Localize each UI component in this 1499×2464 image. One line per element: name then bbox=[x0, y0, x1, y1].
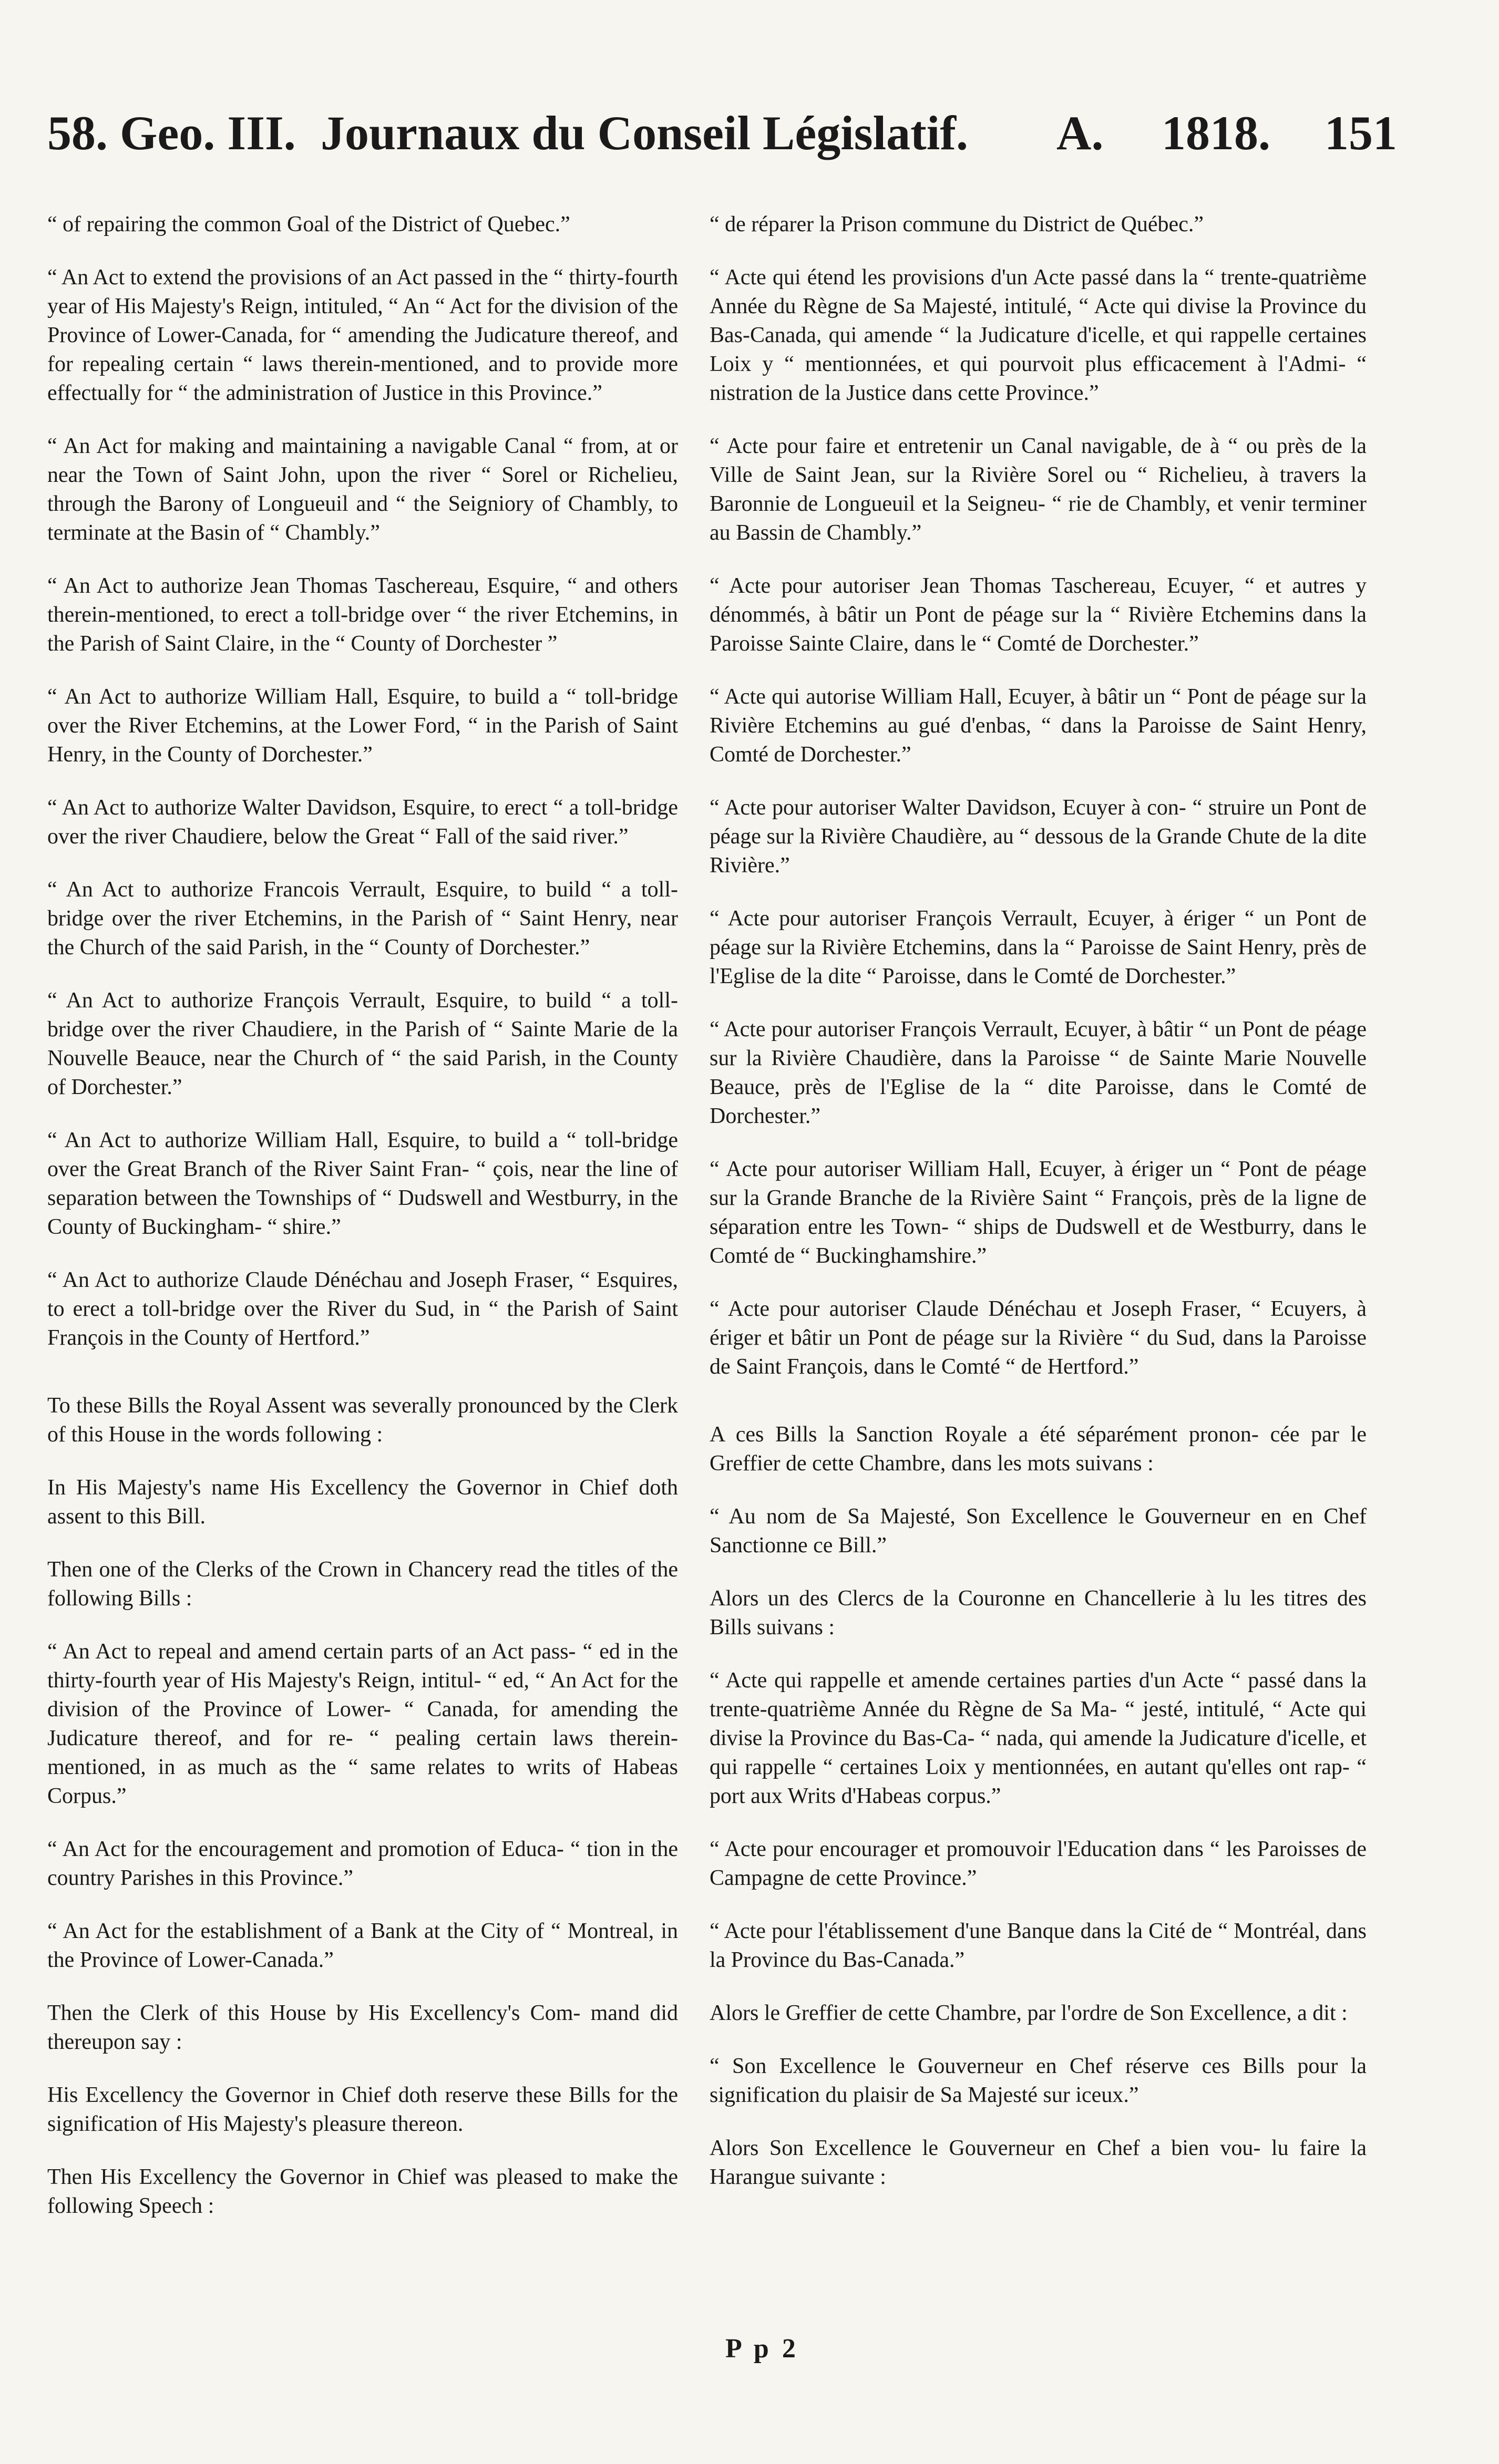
paragraph: Then the Clerk of this House by His Excellency's Com- mand did thereupon say : bbox=[47, 2001, 678, 2054]
page-header bbox=[47, 105, 1414, 189]
paragraph: “ An Act to authorize Jean Thomas Taschereau, Esquire, “ and others therein-mentioned, to erect a toll-bridge over “ the river Etchemins, in the Parish of Saint Claire, in the “ County of Dorchester ” bbox=[47, 574, 678, 656]
paragraph: “ An Act to authorize William Hall, Esquire, to build a “ toll-bridge over the River Etchemins, at the Lower Ford, “ in the Parish of Saint Henry, in the County of Dorchester.” bbox=[47, 685, 678, 767]
session-label: 58. Geo. III. bbox=[47, 106, 296, 160]
paragraph: “ Acte qui étend les provisions d'un Acte passé dans la “ trente-quatrième Année du Règne de Sa Majesté, intitulé, “ Acte qui divise la Province du Bas-Canada, qui amende “ la Judicature d'icelle, et qui rappelle certaines Loix y “ mentionnées, et qui pourvoit plus efficacement à l'Admi- “ nistration de la Justice dans cette Province.” bbox=[710, 265, 1367, 405]
paragraph: In His Majesty's name His Excellency the Governor in Chief doth assent to this Bill. bbox=[47, 1476, 678, 1529]
paragraph: “ An Act to authorize François Verrault, Esquire, to build “ a toll-bridge over the river Chaudiere, in the Parish of “ Sainte Marie de la Nouvelle Beauce, near the Church of “ the said Parish, in the County of Dorchester.” bbox=[47, 988, 678, 1099]
paragraph: A ces Bills la Sanction Royale a été séparément pronon- cée par le Greffier de cette Chambre, dans les mots suivans : bbox=[710, 1422, 1367, 1476]
paragraph: His Excellency the Governor in Chief doth reserve these Bills for the signification of His Majesty's pleasure thereon. bbox=[47, 2083, 678, 2136]
paragraph: “ An Act to extend the provisions of an Act passed in the “ thirty-fourth year of His Majesty's Reign, intituled, “ An “ Act for the division of the Province of Lower-Canada, for “ amending the Judicature thereof, and for repealing certain “ laws therein-mentioned, and to provide more effectually for “ the administration of Justice in this Province.” bbox=[47, 265, 678, 405]
paragraph: “ An Act for making and maintaining a navigable Canal “ from, at or near the Town of Saint John, upon the river “ Sorel or Richelieu, through the Barony of Longueuil and “ the Seigniory of Chambly, to terminate at the Basin of “ Chambly.” bbox=[47, 434, 678, 545]
paragraph: “ Acte pour autoriser François Verrault, Ecuyer, à ériger “ un Pont de péage sur la Rivière Etchemins, dans la “ Paroisse de Saint Henry, près de l'Eglise de la dite “ Paroisse, dans le Comté de Dorchester.” bbox=[710, 906, 1367, 988]
paragraph: “ of repairing the common Goal of the District of Quebec.” bbox=[47, 212, 570, 236]
paragraph: “ An Act for the establishment of a Bank at the City of “ Montreal, in the Province of Lower-Canada.” bbox=[47, 1919, 678, 1972]
paragraph: Alors Son Excellence le Gouverneur en Chef a bien vou- lu faire la Harangue suivante : bbox=[710, 2136, 1367, 2189]
paragraph: “ Au nom de Sa Majesté, Son Excellence le Gouverneur en en Chef Sanctionne ce Bill.” bbox=[710, 1504, 1367, 1558]
paragraph: “ Acte pour l'établissement d'une Banque dans la Cité de “ Montréal, dans la Province du Bas-Canada.” bbox=[710, 1919, 1367, 1972]
paragraph: “ Acte pour autoriser Claude Dénéchau et Joseph Fraser, “ Ecuyers, à ériger et bâtir un Pont de péage sur la Rivière “ du Sud, dans la Paroisse de Saint François, dans le Comté “ de Hertford.” bbox=[710, 1297, 1367, 1379]
paragraph: Then one of the Clerks of the Crown in Chancery read the titles of the following Bills : bbox=[47, 1558, 678, 1611]
paragraph: “ Acte pour encourager et promouvoir l'Education dans “ les Paroisses de Campagne de cette Province.” bbox=[710, 1837, 1367, 1890]
paragraph: “ Acte qui autorise William Hall, Ecuyer, à bâtir un “ Pont de péage sur la Rivière Etchemins au gué d'enbas, “ dans la Paroisse de Saint Henry, Comté de Dorchester.” bbox=[710, 685, 1367, 767]
paragraph: “ An Act to repeal and amend certain parts of an Act pass- “ ed in the thirty-fourth year of His Majesty's Reign, intitul- “ ed, “ An Act for the division of the Province of Lower- “ Canada, for amending the Judicature thereof, and for re- “ pealing certain laws therein-mentioned, in as much as the “ same relates to writs of Habeas Corpus.” bbox=[47, 1640, 678, 1808]
paragraph: “ Acte pour autoriser William Hall, Ecuyer, à ériger un “ Pont de péage sur la Grande Branche de la Rivière Saint “ François, près de la ligne de séparation entre les Town- “ ships de Dudswell et de Westburry, dans le Comté de “ Buckinghamshire.” bbox=[710, 1157, 1367, 1268]
paragraph: “ Son Excellence le Gouverneur en Chef réserve ces Bills pour la signification du plaisir de Sa Majesté sur iceux.” bbox=[710, 2054, 1367, 2107]
paragraph: “ Acte pour autoriser Walter Davidson, Ecuyer à con- “ struire un Pont de péage sur la Rivière Chaudière, au “ dessous de la Grande Chute de la dite Rivière.” bbox=[710, 796, 1367, 878]
page-number: 151 bbox=[1325, 106, 1397, 160]
paragraph: “ Acte pour autoriser François Verrault, Ecuyer, à bâtir “ un Pont de péage sur la Rivière Chaudière, dans la Paroisse “ de Sainte Marie Nouvelle Beauce, près de l'Eglise de la “ dite Paroisse, dans le Comté de Dorchester.” bbox=[710, 1017, 1367, 1128]
paragraph: “ An Act to authorize Claude Dénéchau and Joseph Fraser, “ Esquires, to erect a toll-bridge over the River du Sud, in “ the Parish of Saint François in the County of Hertford.” bbox=[47, 1268, 678, 1350]
section-letter: A. bbox=[1056, 106, 1104, 160]
paragraph: To these Bills the Royal Assent was severally pronounced by the Clerk of this House in the words following : bbox=[47, 1394, 678, 1447]
paragraph: Alors un des Clercs de la Couronne en Chancellerie à lu les titres des Bills suivans : bbox=[710, 1586, 1367, 1640]
journal-title: Journaux du Conseil Législatif. bbox=[321, 106, 968, 160]
paragraph: “ An Act to authorize William Hall, Esquire, to build a “ toll-bridge over the Great Branch of the River Saint Fran- “ çois, near the line of separation between the Townships of “ Dudswell and Westburry, in the County of Buckingham- “ shire.” bbox=[47, 1128, 678, 1239]
french-column bbox=[710, 210, 1367, 2192]
paragraph: “ Acte qui rappelle et amende certaines parties d'un Acte “ passé dans la trente-quatrième Année du Règne de Sa Ma- “ jesté, intitulé, “ Acte qui divise la Province du Bas-Ca- “ nada, qui amende la Judicature d'icelle, et qui rappelle “ certaines Loix y mentionnées, en autant qu'elles ont rap- “ port aux Writs d'Habeas corpus.” bbox=[710, 1668, 1367, 1808]
paragraph: Then His Excellency the Governor in Chief was pleased to make the following Speech : bbox=[47, 2165, 678, 2218]
paragraph: “ An Act to authorize Walter Davidson, Esquire, to erect “ a toll-bridge over the river Chaudiere, below the Great “ Fall of the said river.” bbox=[47, 796, 678, 849]
paragraph: Alors le Greffier de cette Chambre, par l'ordre de Son Excellence, a dit : bbox=[710, 2001, 1348, 2025]
paragraph: “ An Act to authorize Francois Verrault, Esquire, to build “ a toll-bridge over the river Etchemins, in the Parish of “ Saint Henry, near the Church of the said Parish, in the “ County of Dorchester.” bbox=[47, 878, 678, 960]
year: 1818. bbox=[1162, 106, 1270, 160]
english-column bbox=[47, 210, 678, 2221]
signature-mark: P p 2 bbox=[725, 2334, 799, 2364]
paragraph: “ An Act for the encouragement and promotion of Educa- “ tion in the country Parishes in this Province.” bbox=[47, 1837, 678, 1890]
paragraph: “ Acte pour faire et entretenir un Canal navigable, de à “ ou près de la Ville de Saint Jean, sur la Rivière Sorel ou “ Richelieu, à travers la Baronnie de Longueuil et la Seigneu- “ rie de Chambly, et venir terminer au Bassin de Chambly.” bbox=[710, 434, 1367, 545]
paragraph: “ de réparer la Prison commune du District de Québec.” bbox=[710, 212, 1204, 236]
paragraph: “ Acte pour autoriser Jean Thomas Taschereau, Ecuyer, “ et autres y dénommés, à bâtir un Pont de péage sur la “ Rivière Etchemins dans la Paroisse Sainte Claire, dans le “ Comté de Dorchester.” bbox=[710, 574, 1367, 656]
